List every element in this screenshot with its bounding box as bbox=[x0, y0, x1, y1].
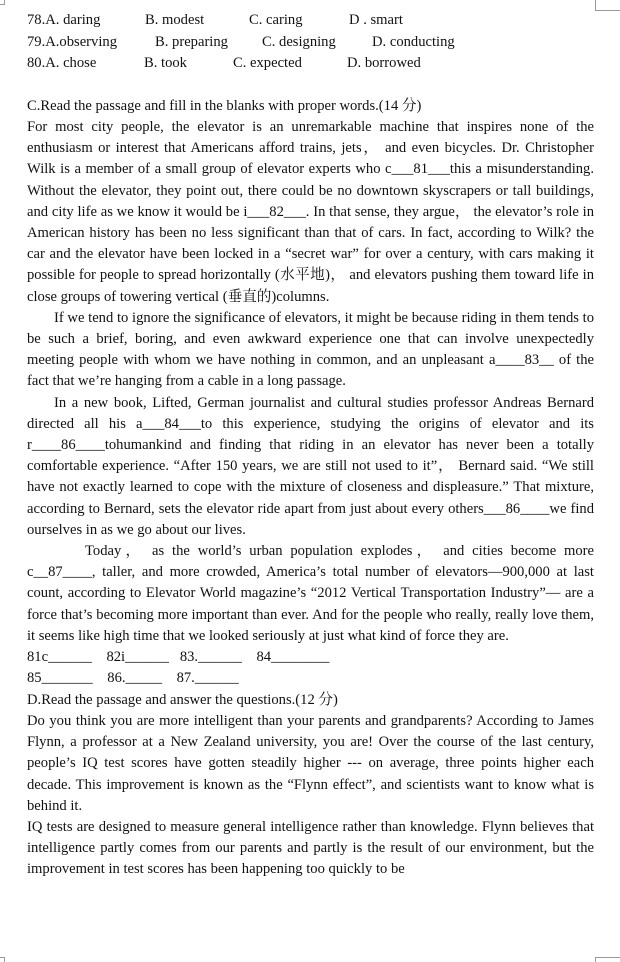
section-c-paragraph-2: If we tend to ignore the significance of elevators, it might be because riding in them tends to be such a brief, boring, and even awkward experience one that can involve unexpectedly meeting people with whom we have nothing in common, and an unpleasant a____83__ of the fact that we’re hanging from a cable in a long passage. bbox=[27, 309, 594, 390]
answer-line-2: 85_______ 86._____ 87.______ bbox=[27, 670, 239, 687]
question-80-options bbox=[27, 53, 594, 75]
section-c-paragraph-4: Today， as the world’s urban population explodes， and cities become more c__87____, taller, and more crowded, America’s total number of elevators—900,000 at last count, according to Elevator World magazine’s “2012 Vertical Transportation Industry”— are a force that’s becoming more important than ever. And for the people who really, really love them, it seems like high time that we looked seriously at just what kind of force they are. bbox=[27, 543, 594, 644]
question-78-options bbox=[27, 10, 594, 32]
document-page bbox=[27, 10, 594, 881]
option-79-c: C. designing bbox=[262, 33, 336, 50]
option-80-c: C. expected bbox=[233, 55, 302, 72]
option-79-b: B. preparing bbox=[155, 33, 228, 50]
option-80-b: B. took bbox=[144, 55, 187, 72]
question-79-options bbox=[27, 32, 594, 54]
option-78-b: B. modest bbox=[145, 12, 205, 28]
option-78-d: D . smart bbox=[349, 12, 403, 28]
option-80-d: D. borrowed bbox=[347, 55, 421, 72]
crop-mark-top-left bbox=[0, 0, 5, 5]
option-78-a: 78.A. daring bbox=[27, 12, 101, 28]
crop-mark-top-right bbox=[595, 0, 620, 11]
crop-mark-bottom-left bbox=[0, 957, 5, 962]
crop-mark-bottom-right bbox=[595, 957, 620, 962]
section-d-paragraph-1: Do you think you are more intelligent than your parents and grandparents? According to James Flynn, a professor at a New Zealand university, you are! Over the course of the last century, people’s IQ test scores have gotten steadily higher --- on average, three points higher each decade. This improvement is known as the “Flynn effect”, and scientists want to know what is behind it. bbox=[27, 713, 594, 814]
section-d-paragraph-2: IQ tests are designed to measure general intelligence rather than knowledge. Flynn believes that intelligence partly comes from our parents and partly is the result of our environment, but the improvement in test scores has been happening too quickly to be bbox=[27, 819, 594, 878]
section-c-paragraph-1: For most city people, the elevator is an unremarkable machine that inspires none of the enthusiasm or interest that Americans afford trains, jets， and even bicycles. Dr. Christopher Wilk is a member of a small group of elevator experts who c___81___this a misunderstanding. Without the elevator, they point out, there could be no downtown skyscrapers or tall buildings, and city life as we know it would be i___82___. In that sense, they argue， the elevator’s role in American history has been no less significant than that of cars. In fact, according to Wilk? the car and the elevator have been locked in a “secret war” for over a century, with cars making it possible for people to spread horizontally (水平地)， and elevators pushing them toward life in close groups of towering vertical (垂直的)columns. bbox=[27, 118, 594, 305]
section-c-heading: C.Read the passage and fill in the blanks with proper words.(14 分) bbox=[27, 97, 422, 114]
spacer bbox=[27, 75, 594, 96]
section-c-paragraph-3: In a new book, Lifted, German journalist and cultural studies professor Andreas Bernard directed all his a___84___to this experience, studying the origins of elevator and its r____86____tohumankind and finding that riding in an elevator has never been a totally comfortable experience. “After 150 years, we are still not used to it”， Bernard said. “We still have not exactly learned to cope with the mixture of closeness and displeasure.” That mixture, according to Bernard, sets the elevator ride apart from just about every others___86____we find ourselves in as we go about our lives. bbox=[27, 394, 594, 538]
answer-line-1: 81c______ 82i______ 83.______ 84________ bbox=[27, 649, 330, 666]
option-79-a: 79.A.observing bbox=[27, 33, 117, 50]
section-d-heading: D.Read the passage and answer the questions.(12 分) bbox=[27, 691, 338, 708]
option-80-a: 80.A. chose bbox=[27, 55, 97, 72]
option-79-d: D. conducting bbox=[372, 33, 455, 50]
option-78-c: C. caring bbox=[249, 12, 303, 28]
